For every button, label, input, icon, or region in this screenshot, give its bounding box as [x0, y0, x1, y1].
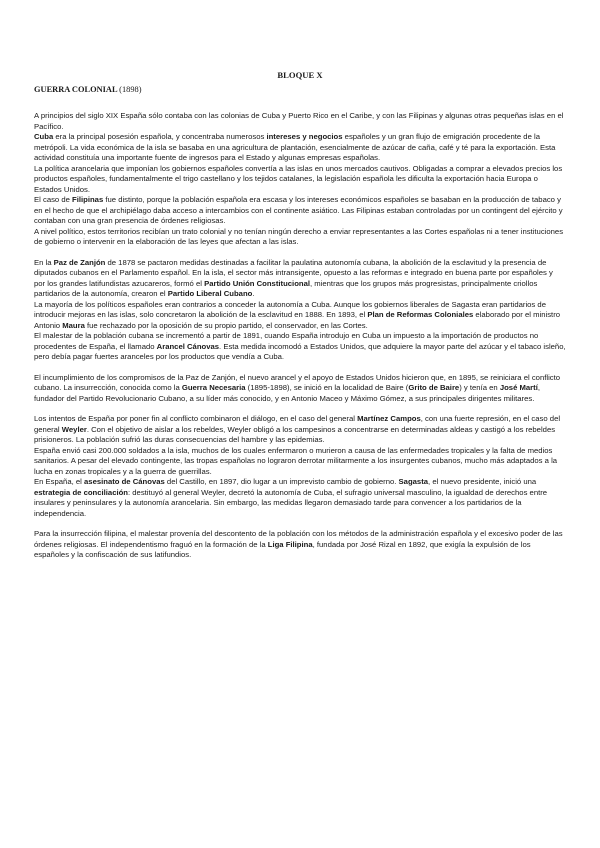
paragraph — [34, 529, 566, 561]
bold-term: Plan de Reformas Coloniales — [367, 310, 474, 319]
paragraph — [34, 111, 566, 132]
bold-term: Martínez Campos — [357, 414, 421, 423]
text-run: , fundada por José Rizal en 1892, que exigía la expulsión de los españoles y la confiscación de sus latifundios. — [34, 539, 531, 559]
text-run: de 1878 se pactaron medidas destinadas a facilitar la paulatina autonomía cubana, la abolición de la esclavitud y la presencia de diputados cubanos en el Parlamento español. En la isla, el sector más intransigente, opuesto a las reformas e integrado en buena parte por españoles y por los grandes latifundistas azucareros, formó el — [34, 257, 553, 288]
paragraph — [34, 477, 566, 519]
paragraph-gap — [34, 519, 566, 529]
text-run: , mientras que los grupos más progresistas, principalmente criollos partidarios de la autonomía, crearon el — [34, 278, 538, 298]
bold-term: José Martí — [499, 383, 538, 392]
text-run: , el nuevo presidente, inició una — [428, 477, 537, 486]
text-run: Para la insurrección filipina, el malestar provenía del descontento de la población con los métodos de la administración española y el excesivo poder de las órdenes religiosas. El independentismo fraguó en la formación de la — [34, 529, 563, 549]
paragraph — [34, 300, 566, 332]
bold-term: Liga Filipina — [267, 539, 313, 549]
text-run: del Castillo, en 1897, dio lugar a un imprevisto cambio de gobierno. — [164, 477, 399, 486]
bold-term: Maura — [62, 320, 85, 330]
paragraph — [34, 446, 566, 478]
text-run: ) y tenía en — [459, 383, 500, 392]
paragraph-gap — [34, 404, 566, 414]
text-run: El incumplimiento de los compromisos de la Paz de Zanjón, el nuevo arancel y el apoyo de Estados Unidos hicieron que, en 1895, se reiniciara el conflicto cubano. La insurrección, conocida como la — [34, 372, 561, 392]
text-run: . Con el objetivo de aislar a los rebeldes, Weyler obligó a los campesinos a concentrarse en determinadas aldeas y castigó a los rebeldes prisioneros. La población sufrió las duras consecuencias del hambre y las epidemias. — [34, 424, 556, 444]
bold-term: asesinato de Cánovas — [84, 477, 165, 486]
section-heading: BLOQUE X — [277, 70, 323, 80]
text-run: En España, el — [34, 477, 85, 486]
bold-term: Paz de Zanjón — [53, 257, 106, 267]
document-title — [34, 84, 566, 95]
text-run: fue distinto, porque la población española era escasa y los intereses económicos españoles se basaban en la producción de tabaco y en el hecho de que el archipiélago daba acceso a intercambios con el continente asiático. Las Filipinas estaban controladas por un contingent del ejército y contaban con una gran presencia de órdenes religiosas. — [34, 195, 563, 225]
paragraph-gap — [34, 363, 566, 373]
text-run: , con una fuerte represión, en el caso del general — [34, 414, 561, 434]
text-run: Los intentos de España por poner fin al conflicto combinaron el diálogo, en el caso del general — [34, 414, 358, 423]
text-run: El caso de — [34, 195, 73, 204]
bold-term: Partido Liberal Cubano — [167, 289, 253, 298]
text-run: españoles y un gran flujo de emigración procedente de la metrópoli. La vida económica de la isla se basaba en una agricultura de plantación, esencialmente de azúcar de caña, café y té para la exportación. Esta actividad constituía una importante fuente de ingresos para el Estado y algunas empresas españolas. — [34, 132, 556, 162]
paragraph — [34, 331, 566, 363]
bold-term: Cuba — [34, 132, 54, 141]
title-year: (1898) — [119, 85, 142, 94]
text-run: La mayoría de los políticos españoles eran contrarios a conceder la autonomía a Cuba. Aunque los gobiernos liberales de Sagasta eran partidarios de introducir mejoras en las islas, solo concretaron la abolición de la esclavitud en 1888. En 1893, el — [34, 299, 546, 319]
paragraph — [34, 195, 566, 227]
text-run: . — [252, 289, 255, 298]
bold-term: Arancel Cánovas — [156, 341, 220, 351]
bold-term: intereses y negocios — [266, 132, 343, 141]
title-text: GUERRA COLONIAL — [34, 85, 118, 94]
paragraph — [34, 164, 566, 196]
text-run: La política arancelaria que imponían los gobiernos españoles convertía a las islas en unos mercados cautivos. Obligadas a comprar a elevados precios los productos españoles, fundamentalmente el trigo castellano y los tejidos catalanes, la legislación española les dificulta la exportación hacia Europa o Estados Unidos. — [34, 163, 563, 194]
paragraph-gap — [34, 248, 566, 258]
text-run: : destituyó al general Weyler, decretó la autonomía de Cuba, el sufragio universal masculino, la igualdad de derechos entre insulares y peninsulares y la autonomía arancelaria. Sin embargo, las medidas llegaron demasiado tarde para convencer a los partidarios de la independencia. — [34, 487, 548, 518]
bold-term: Sagasta — [398, 477, 429, 486]
bold-term: Weyler — [61, 424, 87, 434]
text-run: (1895-1898), se inició en la localidad de Baire ( — [245, 383, 409, 392]
text-run: A principios del siglo XIX España sólo contaba con las colonias de Cuba y Puerto Rico en el Caribe, y con las Filipinas y algunas otras pequeñas islas en el Pacífico. — [34, 111, 564, 131]
bold-term: estrategia de conciliación — [34, 487, 128, 497]
text-run: elaborado por el ministro Antonio — [34, 310, 561, 330]
bold-term: Partido Unión Constitucional — [204, 278, 310, 288]
text-run: , fundador del Partido Revolucionario Cubano, a su líder más conocido, y en Antonio Maceo y Máximo Gómez, a sus principales dirigentes militares. — [34, 383, 540, 403]
text-run: España envió casi 200.000 soldados a la isla, muchos de los cuales enfermaron o murieron a causa de las enfermedades tropicales y la falta de medios sanitarios. A pesar del elevado contingente, las tropas españolas no lograron derrotar militarmente a los insurgentes cubanos, mucho más adaptados a la lucha en zonas tropicales y a la guerra de guerrillas. — [34, 445, 558, 476]
paragraph — [34, 373, 566, 405]
paragraph — [34, 132, 566, 164]
text-run: era la principal posesión española, y concentraba numerosos — [53, 132, 267, 141]
paragraph — [34, 414, 566, 446]
text-run: El malestar de la población cubana se incrementó a partir de 1891, cuando España introdujo en Cuba un impuesto a la importación de productos no procedentes de España, el llamado — [34, 331, 539, 351]
text-run: En la — [34, 257, 54, 267]
bold-term: Grito de Baire — [408, 383, 460, 392]
text-run: . Esta medida incomodó a Estados Unidos, que adquiere la mayor parte del azúcar y el tabaco isleño, pero debía pagar fuertes aranceles por los productos que vendía a Cuba. — [34, 341, 566, 361]
body-text — [34, 111, 566, 561]
text-run: fue rechazado por la oposición de su propio partido, el conservador, en las Cortes. — [84, 320, 368, 330]
bold-term: Filipinas — [72, 195, 104, 204]
text-run: A nivel político, estos territorios recibían un trato colonial y no tenían ningún derecho a enviar representantes a las Cortes españolas ni a tener instituciones de gobierno o intervenir en la elaboración de las leyes que afectan a las islas. — [34, 226, 564, 246]
paragraph — [34, 227, 566, 248]
paragraph — [34, 258, 566, 300]
bold-term: Guerra Necesaria — [181, 383, 246, 392]
